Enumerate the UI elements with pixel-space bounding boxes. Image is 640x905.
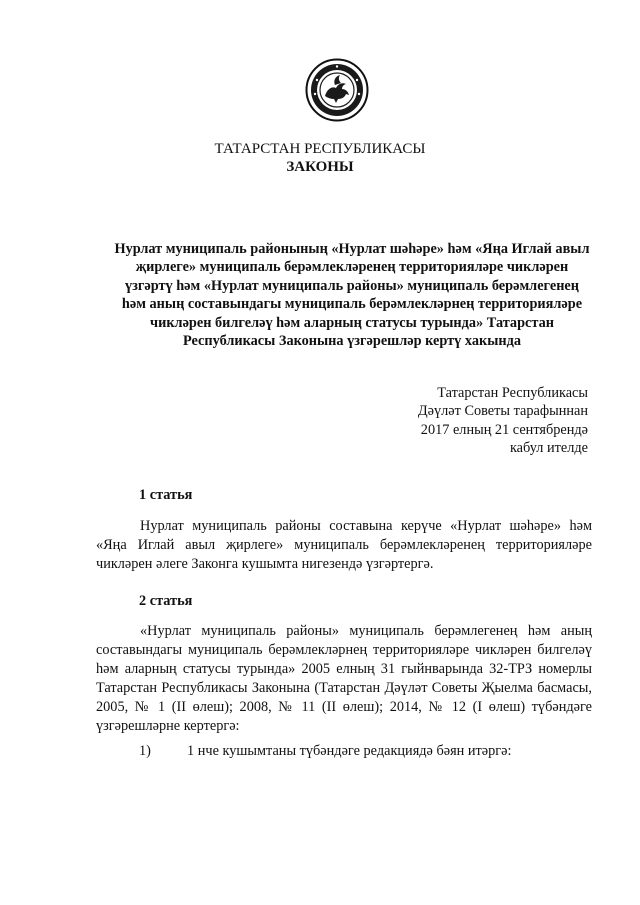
article-2-heading: 2 статья	[139, 593, 193, 609]
law-headline: Нурлат муниципаль районының «Нурлат шәһәре» һәм «Яңа Иглай авыл җирлеге» муниципаль берәмлекләренең территорияләре чикләрен үзгәртү һәм «Нурлат муниципаль районы» муниципаль берәмлегенең һәм аның составындагы муниципаль берәмлекләрнең территорияләре чикләрен билгеләү һәм аларның статусы турында» Татарстан Республикасы Законына үзгәрешләр кертү хакында	[114, 241, 590, 350]
list-item	[139, 742, 511, 761]
article-1-heading: 1 статья	[139, 487, 193, 503]
adoption-note	[328, 384, 588, 458]
document-title	[0, 140, 640, 176]
article-2-text: «Нурлат муниципаль районы» муниципаль берәмлегенең һәм аның составындагы муниципаль берәмлекләрнең территорияләре чикләрен билгеләү һәм аларның статусы турында» 2005 елның 31 гыйнварында 32-ТРЗ номерлы Татарстан Республикасы Законына (Татарстан Дәүләт Советы Җыелма басмасы, 2005, № 1 (II өлеш); 2008, № 11 (II өлеш); 2014, № 12 (I өлеш) түбәндәге үзгәрешләрне кертергә:	[96, 623, 592, 734]
item-text: 1 нче кушымтаны түбәндәге редакциядә бәян итәргә:	[187, 743, 512, 759]
adoption-line: Татарстан Республикасы	[437, 385, 588, 401]
republic-name: ТАТАРСТАН РЕСПУБЛИКАСЫ	[214, 141, 426, 157]
tatarstan-emblem-icon	[305, 58, 369, 122]
item-number: 1)	[139, 743, 151, 759]
doc-type: ЗАКОНЫ	[286, 159, 354, 175]
article-1-text: Нурлат муниципаль районы составына керүче «Нурлат шәһәре» һәм «Яңа Иглай авыл җирлеге» муниципаль берәмлекләренең территорияләре чикләрен әлеге Законга кушымта нигезендә үзгәртергә.	[96, 518, 592, 572]
adoption-line: кабул ителде	[509, 440, 588, 457]
adoption-line: 2017 елның 21 сентябрендә	[420, 421, 588, 438]
adoption-line: Дәүләт Советы тарафыннан	[417, 403, 588, 420]
